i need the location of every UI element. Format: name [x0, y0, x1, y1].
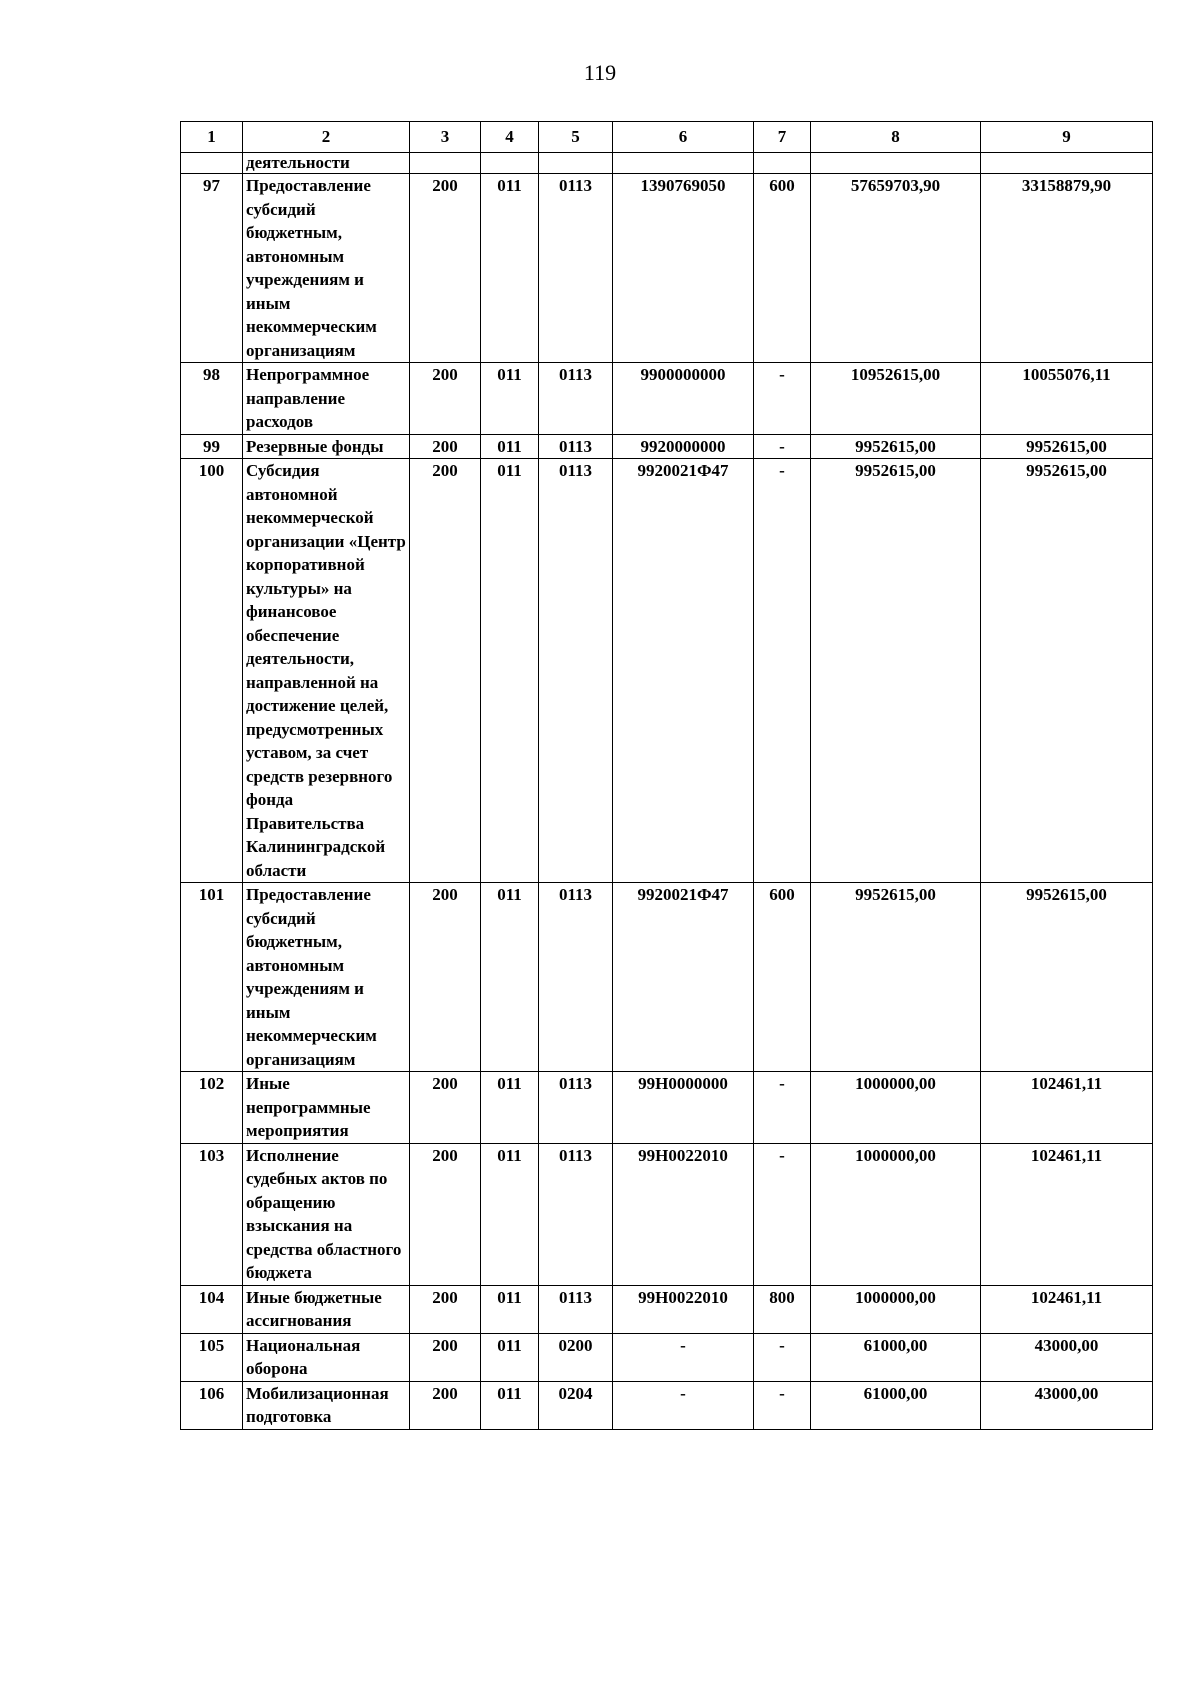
- row-name: Предоставление субсидий бюджетным, автономным учреждениям и иным некоммерческим организациям: [243, 883, 410, 1072]
- row-col-3: 200: [410, 1072, 481, 1144]
- row-col-5: 0204: [539, 1381, 613, 1429]
- row-col-6: 9920021Ф47: [613, 883, 754, 1072]
- row-col-7: -: [754, 1143, 811, 1285]
- row-col-9: 102461,11: [981, 1285, 1153, 1333]
- row-name: Резервные фонды: [243, 434, 410, 459]
- row-col-8: 9952615,00: [811, 883, 981, 1072]
- row-col-4: 011: [481, 1072, 539, 1144]
- header-col-8: 8: [811, 122, 981, 153]
- table-row: [181, 1381, 1153, 1429]
- row-col-3: 200: [410, 1333, 481, 1381]
- row-col-5: 0113: [539, 1285, 613, 1333]
- row-col-6: -: [613, 1381, 754, 1429]
- row-col-5: 0113: [539, 363, 613, 435]
- row-col-3: 200: [410, 363, 481, 435]
- row-number: 103: [181, 1143, 243, 1285]
- row-col-9: 43000,00: [981, 1381, 1153, 1429]
- row-col-5: 0113: [539, 434, 613, 459]
- header-col-5: 5: [539, 122, 613, 153]
- row-col-7: -: [754, 434, 811, 459]
- table-row: [181, 1143, 1153, 1285]
- row-col-4: 011: [481, 883, 539, 1072]
- row-col-6: 9900000000: [613, 363, 754, 435]
- row-col-9: 9952615,00: [981, 434, 1153, 459]
- table-row: [181, 883, 1153, 1072]
- row-number: 98: [181, 363, 243, 435]
- row-number: 104: [181, 1285, 243, 1333]
- row-col-8: 1000000,00: [811, 1072, 981, 1144]
- row-col-5: 0200: [539, 1333, 613, 1381]
- row-col-4: 011: [481, 1381, 539, 1429]
- header-col-7: 7: [754, 122, 811, 153]
- row-number: 99: [181, 434, 243, 459]
- row-col-4: 011: [481, 434, 539, 459]
- table-row: [181, 363, 1153, 435]
- row-name: Иные непрограммные мероприятия: [243, 1072, 410, 1144]
- row-col-3: 200: [410, 1143, 481, 1285]
- continuation-text: деятельности: [243, 153, 410, 174]
- row-col-8: 9952615,00: [811, 434, 981, 459]
- row-col-8: 1000000,00: [811, 1143, 981, 1285]
- row-col-3: 200: [410, 434, 481, 459]
- row-number: 97: [181, 174, 243, 363]
- row-col-8: 61000,00: [811, 1333, 981, 1381]
- row-number: 105: [181, 1333, 243, 1381]
- row-col-9: 102461,11: [981, 1143, 1153, 1285]
- row-col-3: 200: [410, 1285, 481, 1333]
- row-number: 106: [181, 1381, 243, 1429]
- row-col-5: 0113: [539, 174, 613, 363]
- row-col-7: -: [754, 1381, 811, 1429]
- row-col-4: 011: [481, 1285, 539, 1333]
- row-col-6: 99Н0022010: [613, 1143, 754, 1285]
- row-col-6: 9920021Ф47: [613, 459, 754, 883]
- row-col-5: 0113: [539, 459, 613, 883]
- row-col-3: 200: [410, 883, 481, 1072]
- row-col-4: 011: [481, 174, 539, 363]
- row-name: Исполнение судебных актов по обращению взыскания на средства областного бюджета: [243, 1143, 410, 1285]
- row-col-4: 011: [481, 1333, 539, 1381]
- header-col-6: 6: [613, 122, 754, 153]
- row-col-6: 99Н0000000: [613, 1072, 754, 1144]
- row-name: Мобилизационная подготовка: [243, 1381, 410, 1429]
- row-col-8: 9952615,00: [811, 459, 981, 883]
- header-col-4: 4: [481, 122, 539, 153]
- header-col-2: 2: [243, 122, 410, 153]
- table-row: [181, 1333, 1153, 1381]
- row-col-6: 1390769050: [613, 174, 754, 363]
- table-row: [181, 459, 1153, 883]
- row-name: Предоставление субсидий бюджетным, автономным учреждениям и иным некоммерческим организациям: [243, 174, 410, 363]
- row-col-7: -: [754, 363, 811, 435]
- row-name: Национальная оборона: [243, 1333, 410, 1381]
- row-col-6: 99Н0022010: [613, 1285, 754, 1333]
- row-col-7: -: [754, 1072, 811, 1144]
- budget-table: [180, 121, 1153, 1430]
- row-name: Иные бюджетные ассигнования: [243, 1285, 410, 1333]
- header-col-9: 9: [981, 122, 1153, 153]
- row-col-4: 011: [481, 1143, 539, 1285]
- row-col-5: 0113: [539, 883, 613, 1072]
- row-col-7: 600: [754, 883, 811, 1072]
- row-col-8: 1000000,00: [811, 1285, 981, 1333]
- continuation-row: [181, 153, 1153, 174]
- row-col-9: 9952615,00: [981, 883, 1153, 1072]
- row-col-8: 61000,00: [811, 1381, 981, 1429]
- row-col-5: 0113: [539, 1072, 613, 1144]
- row-col-5: 0113: [539, 1143, 613, 1285]
- page-number: 119: [583, 60, 617, 85]
- row-col-7: 600: [754, 174, 811, 363]
- row-col-8: 10952615,00: [811, 363, 981, 435]
- row-col-7: 800: [754, 1285, 811, 1333]
- row-col-9: 43000,00: [981, 1333, 1153, 1381]
- row-col-9: 9952615,00: [981, 459, 1153, 883]
- row-col-6: -: [613, 1333, 754, 1381]
- table-row: [181, 434, 1153, 459]
- row-col-3: 200: [410, 174, 481, 363]
- row-col-9: 33158879,90: [981, 174, 1153, 363]
- row-number: 100: [181, 459, 243, 883]
- row-number: 101: [181, 883, 243, 1072]
- row-col-4: 011: [481, 459, 539, 883]
- header-row: [181, 122, 1153, 153]
- header-col-1: 1: [181, 122, 243, 153]
- row-col-4: 011: [481, 363, 539, 435]
- row-col-9: 10055076,11: [981, 363, 1153, 435]
- row-col-9: 102461,11: [981, 1072, 1153, 1144]
- row-name: Субсидия автономной некоммерческой организации «Центр корпоративной культуры» на финансовое обеспечение деятельности, направленной на достижение целей, предусмотренных уставом, за счет средств резервного фонда Правительства Калининградской области: [243, 459, 410, 883]
- header-col-3: 3: [410, 122, 481, 153]
- table-row: [181, 1285, 1153, 1333]
- row-number: 102: [181, 1072, 243, 1144]
- row-col-7: -: [754, 1333, 811, 1381]
- table-row: [181, 1072, 1153, 1144]
- row-col-3: 200: [410, 1381, 481, 1429]
- row-name: Непрограммное направление расходов: [243, 363, 410, 435]
- row-col-8: 57659703,90: [811, 174, 981, 363]
- table-row: [181, 174, 1153, 363]
- row-col-7: -: [754, 459, 811, 883]
- row-col-3: 200: [410, 459, 481, 883]
- row-col-6: 9920000000: [613, 434, 754, 459]
